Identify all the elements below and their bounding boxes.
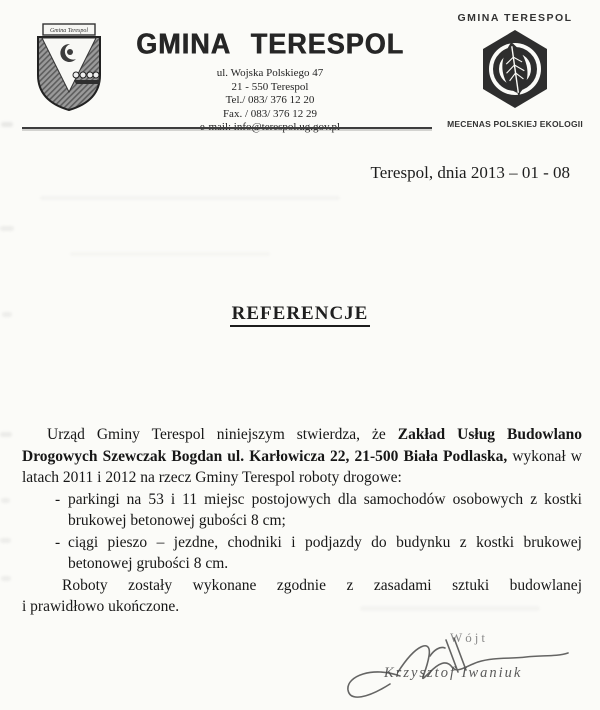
crest-banner-text: Gmina Terespol: [49, 28, 89, 34]
scan-artifact: [0, 432, 12, 437]
letter-body: [22, 424, 582, 618]
intro-paragraph: [22, 424, 582, 489]
document-title: [0, 303, 600, 325]
org-name: GMINA TERESPOL: [135, 28, 404, 60]
scan-artifact: [1, 576, 11, 581]
contractor-name-bold: Zakład Usług Budowlano Drogowych Szewczak Bogdan ul. Karłowicza 22, 21-500 Biała Podlaska,: [22, 426, 582, 465]
list-dash: -: [55, 490, 61, 508]
scan-artifact: [0, 226, 14, 231]
address-line: Fax. / 083/ 376 12 29: [222, 107, 318, 120]
intro-text: Urząd Gminy Terespol niniejszym stwierdza, że: [47, 426, 398, 443]
letterhead-divider: [22, 127, 432, 129]
scan-artifact: [70, 252, 270, 256]
eco-patron-logo: [436, 12, 594, 129]
eco-logo-bottom-text: MECENAS POLSKIEJ EKOLOGII: [447, 119, 583, 129]
document-title-text: REFERENCJE: [230, 303, 371, 327]
org-address: [128, 67, 412, 135]
closing-paragraph: [22, 575, 582, 618]
coat-of-arms: [30, 22, 108, 114]
address-line: Tel./ 083/ 376 12 20: [225, 94, 315, 106]
org-header: [128, 28, 412, 135]
scan-artifact: [1, 498, 10, 503]
intro-text-continued: wykonał w latach 2011 i 2012 na rzecz Gminy Terespol roboty drogowe:: [22, 447, 582, 486]
list-dash: -: [55, 533, 61, 551]
signer-name: Krzysztof Iwaniuk: [384, 665, 523, 681]
closing-line: i prawidłowo ukończone.: [22, 598, 180, 615]
scan-artifact: [40, 196, 340, 200]
list-item: [22, 532, 582, 575]
address-line: 21 - 550 Terespol: [231, 80, 309, 93]
hexagon-leaf-icon: [480, 29, 550, 109]
list-item-text: parkingi na 53 i 11 miejsc postojowych dla samochodów osobowych z kostki brukowej betonowej gubości 8 cm;: [68, 490, 582, 529]
handwritten-signature-icon: [338, 628, 582, 708]
address-line: ul. Wojska Polskiego 47: [216, 67, 324, 79]
terespol-coat-of-arms-icon: [30, 22, 108, 114]
scan-artifact: [0, 538, 11, 543]
scan-artifact: [1, 122, 13, 127]
signer-role: Wójt: [450, 630, 488, 645]
list-item: [22, 489, 582, 532]
eco-logo-top-text: GMINA TERESPOL: [457, 12, 573, 24]
signature-block: [338, 628, 582, 708]
closing-line: Roboty zostały wykonane zgodnie z zasadami sztuki budowlanej: [62, 576, 582, 594]
date-line: Terespol, dnia 2013 – 01 - 08: [370, 163, 570, 182]
list-item-text: ciągi pieszo – jezdne, chodniki i podjazdy do budynku z kostki brukowej betonowej grubości 8 cm.: [68, 533, 582, 572]
